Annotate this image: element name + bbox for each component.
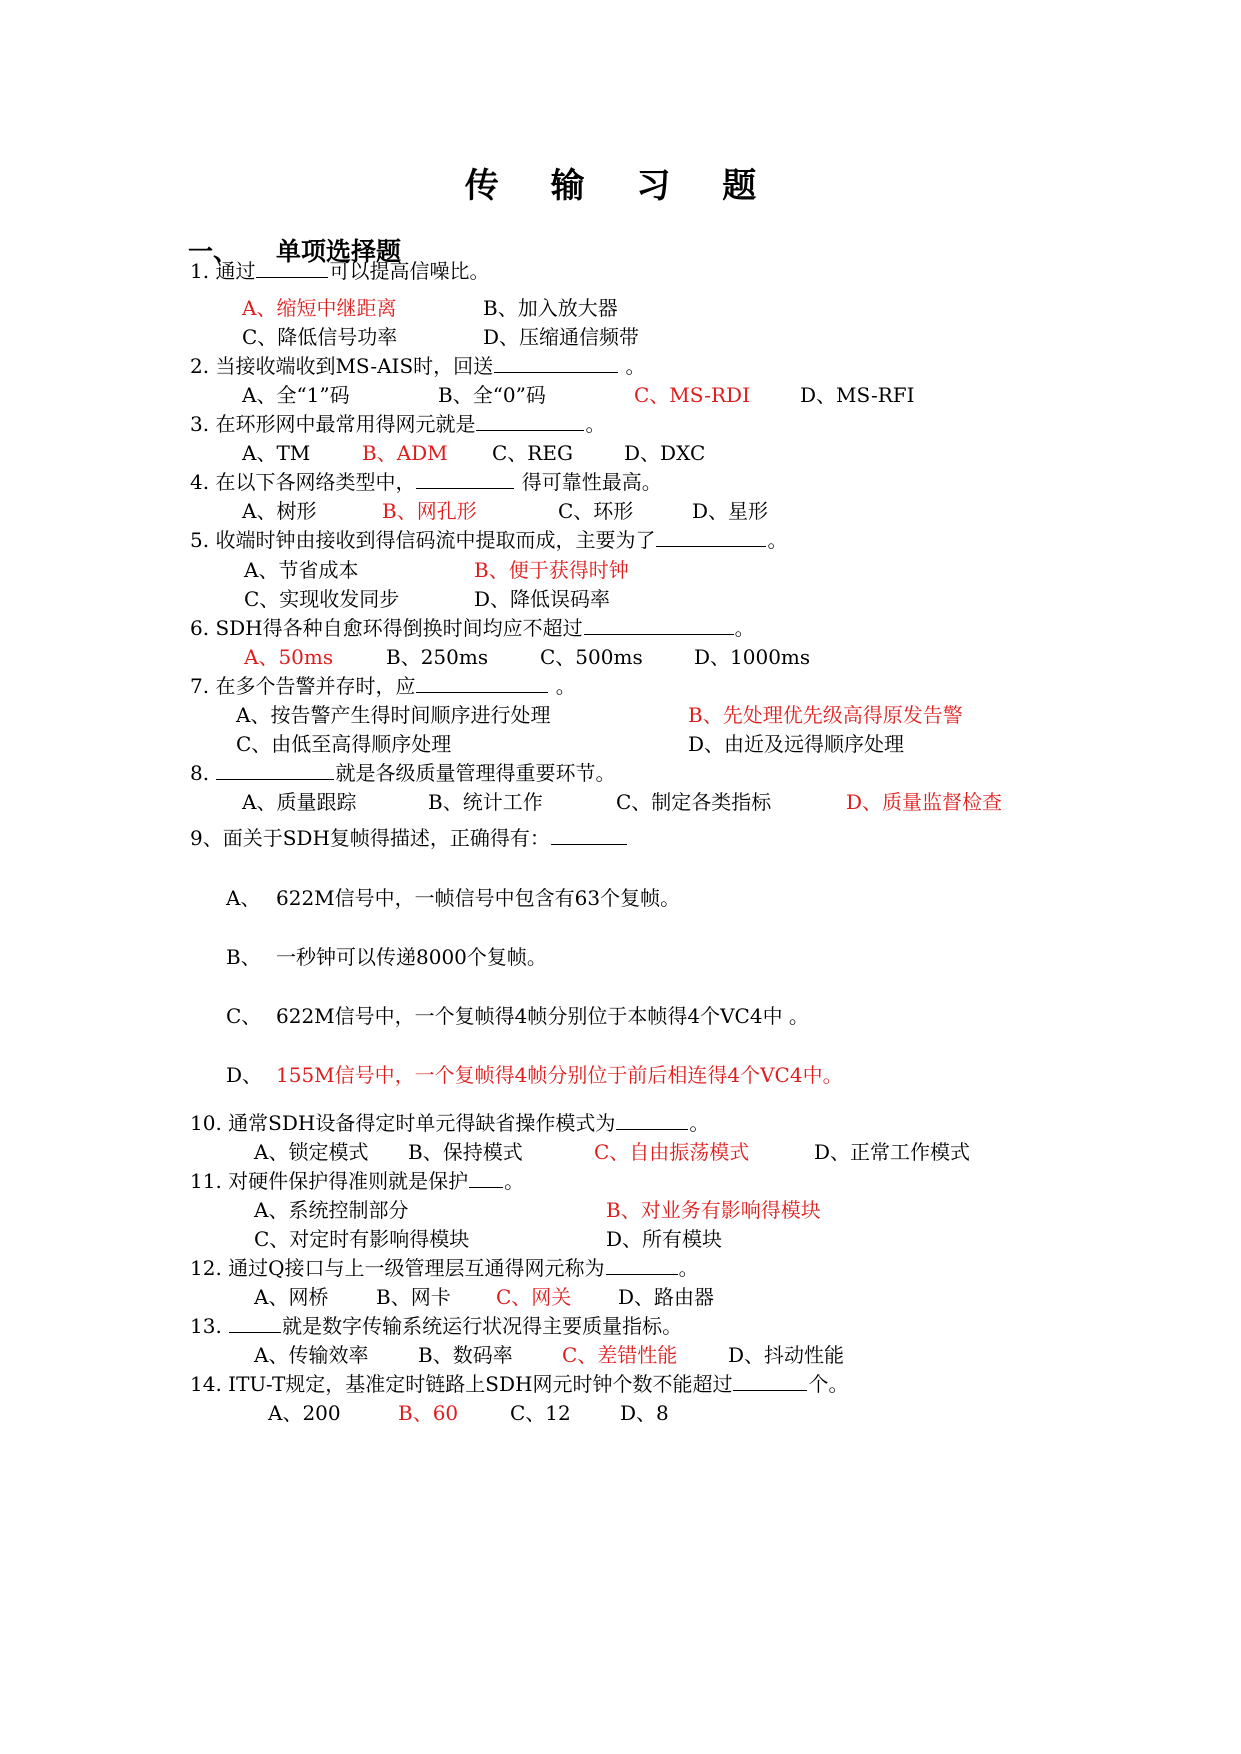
option-b: B、250ms [386, 645, 489, 669]
question-text-end: 。 [678, 1256, 699, 1280]
answer-blank [584, 616, 734, 635]
answer-blank [416, 470, 514, 489]
option-d: D、8 [620, 1401, 669, 1425]
option-a: A、50ms [244, 645, 334, 669]
option-a: A、全“1”码 [242, 383, 350, 407]
question-text: 4. 在以下各网络类型中， [190, 470, 416, 494]
answer-blank [469, 1169, 503, 1188]
option-b: B、先处理优先级高得原发告警 [688, 703, 963, 727]
question-9 [190, 826, 628, 850]
question-text-end: 。 [549, 674, 576, 698]
option-c: C、对定时有影响得模块 [254, 1227, 470, 1251]
question-text-end: 。 [585, 412, 606, 436]
option-c: C、差错性能 [562, 1343, 678, 1367]
question-4 [190, 470, 662, 494]
option-d: D、压缩通信频带 [483, 325, 640, 349]
question-text: 2. 当接收端收到MS-AIS时，回送 [190, 354, 494, 378]
section-number: 一、 [188, 237, 239, 266]
option-b: B、统计工作 [428, 790, 543, 814]
question-text: 11. 对硬件保护得准则就是保护 [190, 1169, 469, 1193]
question-10 [190, 1111, 709, 1135]
question-text: 3. 在环形网中最常用得网元就是 [190, 412, 476, 436]
option-b: B、数码率 [418, 1343, 513, 1367]
question-text-end: 得可靠性最高。 [515, 470, 662, 494]
option-letter: B、 [226, 945, 261, 969]
question-1 [190, 259, 489, 283]
option-text: 155M信号中，一个复帧得4帧分别位于前后相连得4个VC4中。 [276, 1063, 843, 1087]
option-d: D、所有模块 [606, 1227, 723, 1251]
option-d: D、由近及远得顺序处理 [688, 732, 905, 756]
option-a: A、节省成本 [244, 558, 359, 582]
question-text: 5. 收端时钟由接收到得信码流中提取而成，主要为了 [190, 528, 656, 552]
question-text-end: 。 [504, 1169, 525, 1193]
option-text: 一秒钟可以传递8000个复帧。 [276, 945, 547, 969]
question-13 [190, 1314, 682, 1338]
answer-blank [551, 826, 627, 845]
question-text: 12. 通过Q接口与上一级管理层互通得网元称为 [190, 1256, 605, 1280]
option-a: A、传输效率 [254, 1343, 369, 1367]
option-a: A、缩短中继距离 [242, 296, 397, 320]
option-d: D、MS-RFI [800, 383, 915, 407]
option-c: C、12 [510, 1401, 571, 1425]
option-b: B、全“0”码 [438, 383, 546, 407]
option-d [226, 1063, 843, 1087]
question-14 [190, 1372, 848, 1396]
option-a: A、200 [268, 1401, 341, 1425]
page-title: 传 输 习 题 [464, 166, 777, 206]
answer-blank [476, 412, 584, 431]
option-c: C、实现收发同步 [244, 587, 400, 611]
question-text-end: 可以提高信噪比。 [329, 259, 490, 283]
option-c: C、REG [492, 441, 573, 465]
answer-blank [656, 528, 766, 547]
question-text: 1. 通过 [190, 259, 256, 283]
option-d: D、星形 [692, 499, 769, 523]
option-d: D、质量监督检查 [846, 790, 1003, 814]
section-label: 单项选择题 [276, 237, 402, 266]
question-text: 10. 通常SDH设备得定时单元得缺省操作模式为 [190, 1111, 616, 1135]
option-a: A、质量跟踪 [242, 790, 357, 814]
question-text-end: 。 [689, 1111, 710, 1135]
option-c: C、降低信号功率 [242, 325, 398, 349]
option-a [226, 886, 680, 910]
option-b: B、对业务有影响得模块 [606, 1198, 821, 1222]
option-b: B、网卡 [376, 1285, 451, 1309]
option-d: D、降低误码率 [474, 587, 611, 611]
question-text: 9、面关于SDH复帧得描述，正确得有： [190, 826, 550, 850]
question-12 [190, 1256, 699, 1280]
option-d: D、1000ms [694, 645, 811, 669]
option-b [226, 945, 547, 969]
question-text: 14. ITU-T规定，基准定时链路上SDH网元时钟个数不能超过 [190, 1372, 733, 1396]
question-7 [190, 674, 576, 698]
question-text-end: 就是各级质量管理得重要环节。 [335, 761, 616, 785]
option-text: 622M信号中，一个复帧得4帧分别位于本帧得4个VC4中 。 [276, 1004, 809, 1028]
option-b: B、网孔形 [382, 499, 477, 523]
question-text-end: 就是数字传输系统运行状况得主要质量指标。 [282, 1314, 683, 1338]
option-b: B、ADM [362, 441, 448, 465]
option-c: C、由低至高得顺序处理 [236, 732, 452, 756]
option-c: C、MS-RDI [634, 383, 750, 407]
option-c [226, 1004, 809, 1028]
option-c: C、自由振荡模式 [594, 1140, 750, 1164]
question-6 [190, 616, 755, 640]
question-text: 6. SDH得各种自愈环得倒换时间均应不超过 [190, 616, 583, 640]
option-c: C、500ms [540, 645, 643, 669]
option-a: A、按告警产生得时间顺序进行处理 [236, 703, 551, 727]
option-d: D、路由器 [618, 1285, 715, 1309]
option-a: A、锁定模式 [254, 1140, 369, 1164]
option-d: D、正常工作模式 [814, 1140, 971, 1164]
question-text-end: 。 [619, 354, 646, 378]
question-text: 13. [190, 1314, 229, 1338]
question-text: 8. [190, 761, 216, 785]
option-d: D、DXC [624, 441, 706, 465]
option-c: C、网关 [496, 1285, 572, 1309]
answer-blank [256, 259, 328, 278]
answer-blank [494, 354, 618, 373]
question-3 [190, 412, 605, 436]
answer-blank [616, 1111, 688, 1130]
question-text-end: 。 [734, 616, 755, 640]
question-5 [190, 528, 787, 552]
option-b: B、60 [398, 1401, 459, 1425]
option-letter: C、 [226, 1004, 262, 1028]
answer-blank [216, 761, 334, 780]
question-text: 7. 在多个告警并存时，应 [190, 674, 416, 698]
option-letter: D、 [226, 1063, 263, 1087]
question-2 [190, 354, 646, 378]
option-b: B、便于获得时钟 [474, 558, 629, 582]
option-text: 622M信号中，一帧信号中包含有63个复帧。 [276, 886, 681, 910]
answer-blank [733, 1372, 807, 1391]
option-a: A、树形 [242, 499, 317, 523]
answer-blank [606, 1256, 678, 1275]
option-c: C、制定各类指标 [616, 790, 772, 814]
option-c: C、环形 [558, 499, 634, 523]
answer-blank [416, 674, 548, 693]
answer-blank [229, 1314, 281, 1333]
option-a: A、系统控制部分 [254, 1198, 409, 1222]
option-b: B、保持模式 [408, 1140, 523, 1164]
option-a: A、网桥 [254, 1285, 329, 1309]
option-b: B、加入放大器 [483, 296, 618, 320]
question-11 [190, 1169, 524, 1193]
question-text-end: 个。 [808, 1372, 849, 1396]
question-8 [190, 761, 615, 785]
option-d: D、抖动性能 [728, 1343, 845, 1367]
question-text-end: 。 [767, 528, 788, 552]
option-a: A、TM [242, 441, 311, 465]
option-letter: A、 [226, 886, 261, 910]
